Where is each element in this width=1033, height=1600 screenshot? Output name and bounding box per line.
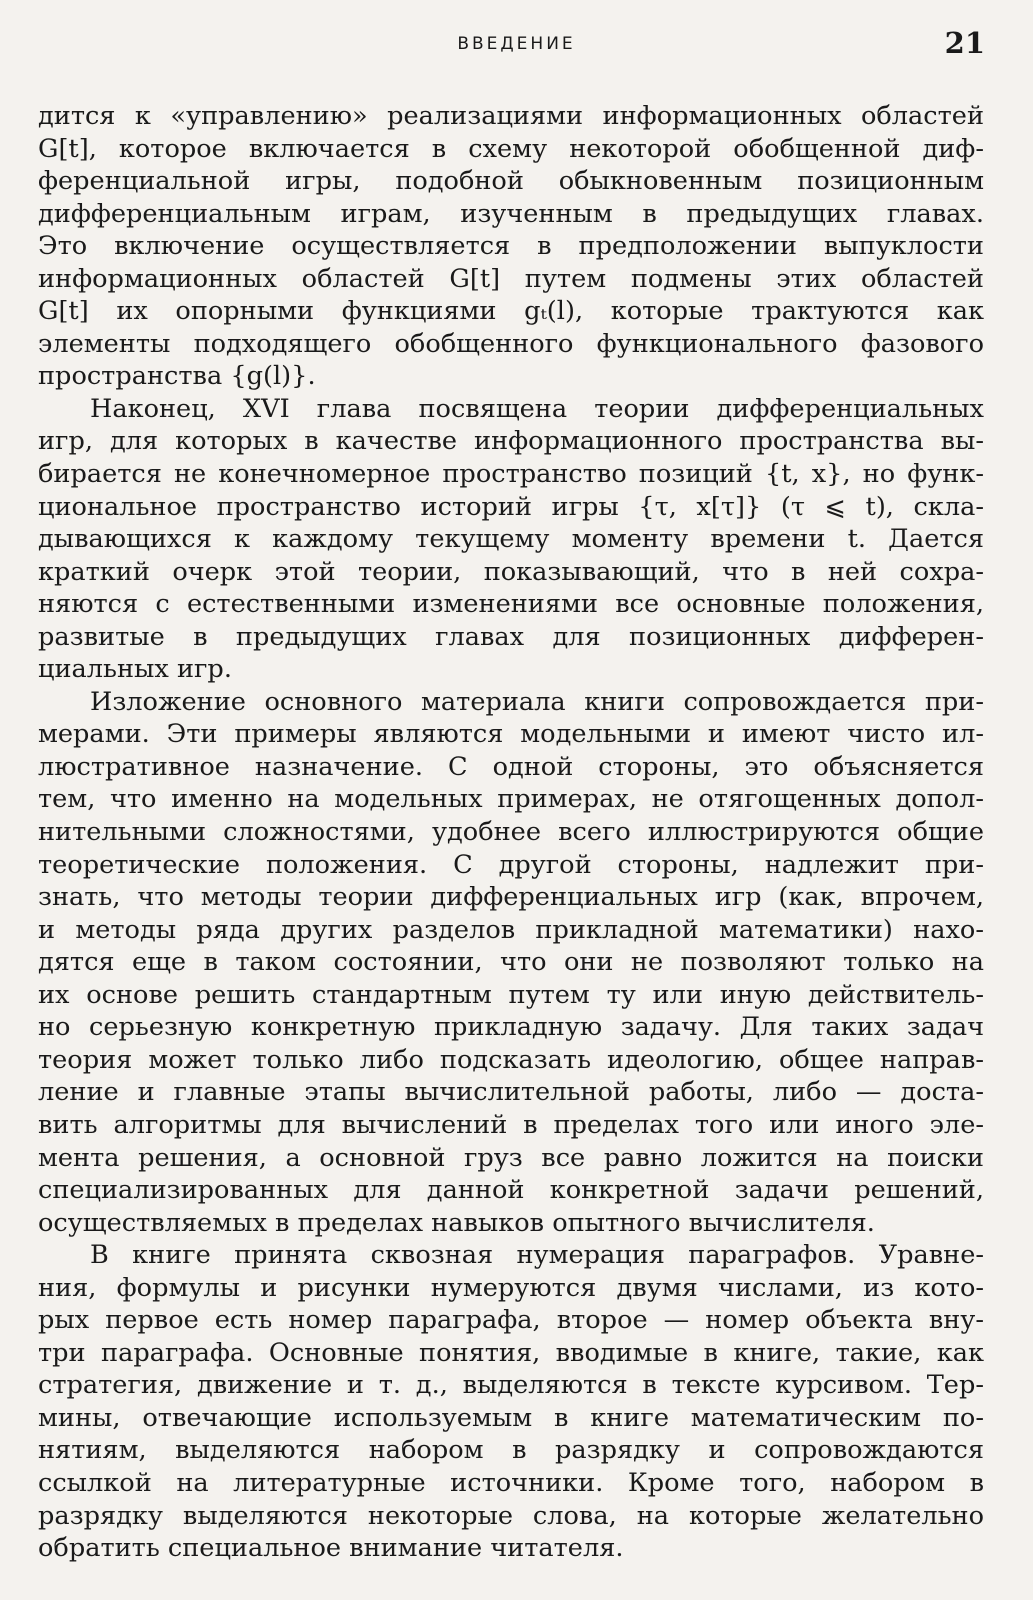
- text-line: рых первое есть номер параграфа, второе — номер объекта вну-: [38, 1305, 984, 1336]
- text-line: мерами. Эти примеры являются модельными и имеют чисто ил-: [38, 719, 984, 750]
- paragraph-numbering: [38, 1239, 984, 1564]
- text-line: развитые в предыдущих главах для позиционных дифферен-: [38, 621, 984, 652]
- text-line: знать, что методы теории дифференциальных игр (как, впрочем,: [38, 882, 984, 913]
- text-line: краткий очерк этой теории, показывающий, что в ней сохра-: [38, 556, 984, 587]
- text-line: мины, отвечающие используемым в книге математическим по-: [38, 1402, 984, 1433]
- paragraph-examples: [38, 686, 984, 1239]
- text-line: ссылкой на литературные источники. Кроме того, набором в: [38, 1467, 984, 1498]
- text-line: но серьезную конкретную прикладную задачу. Для таких задач: [38, 1012, 984, 1043]
- text-line: циальных игр.: [38, 654, 232, 685]
- text-line: нительными сложностями, удобнее всего иллюстрируются общие: [38, 817, 984, 848]
- text-line: стратегия, движение и т. д., выделяются в тексте курсивом. Тер-: [38, 1370, 984, 1401]
- text-line: Наконец, XVI глава посвящена теории дифференциальных: [90, 393, 984, 424]
- text-line: обратить специальное внимание читателя.: [38, 1533, 624, 1564]
- text-line: теория может только либо подсказать идеологию, общее направ-: [38, 1044, 984, 1075]
- running-head: ВВЕДЕНИЕ: [457, 34, 576, 54]
- text-line: специализированных для данной конкретной задачи решений,: [38, 1175, 984, 1206]
- text-line: Это включение осуществляется в предположении выпуклости: [38, 231, 984, 262]
- text-line: дятся еще в таком состоянии, что они не позволяют только на: [38, 947, 984, 978]
- text-line: информационных областей G[t] путем подмены этих областей: [38, 263, 984, 294]
- text-line: разрядку выделяются некоторые слова, на которые желательно: [38, 1500, 984, 1531]
- text-line: дится к «управлению» реализациями информационных областей: [38, 101, 984, 131]
- text-line: их основе решить стандартным путем ту или иную действитель-: [38, 979, 984, 1010]
- text-line: G[t] их опорными функциями gₜ(l), которые трактуются как: [38, 296, 984, 327]
- text-line: ление и главные этапы вычислительной работы, либо — доста-: [38, 1077, 984, 1108]
- text-line: люстративное назначение. С одной стороны, это объясняется: [38, 751, 984, 782]
- text-line: три параграфа. Основные понятия, вводимые в книге, такие, как: [38, 1337, 984, 1368]
- text-line: элементы подходящего обобщенного функционального фазового: [38, 328, 984, 359]
- text-line: осуществляемых в пределах навыков опытного вычислителя.: [38, 1207, 875, 1238]
- text-line: мента решения, а основной груз все равно ложится на поиски: [38, 1142, 984, 1173]
- text-line: няются с естественными изменениями все основные положения,: [38, 589, 984, 620]
- body-text: [38, 100, 984, 1565]
- paragraph-chapter-xvi: [38, 393, 984, 686]
- text-line: тем, что именно на модельных примерах, не отягощенных допол-: [38, 784, 984, 815]
- text-line: ния, формулы и рисунки нумеруются двумя числами, из кото-: [38, 1272, 984, 1303]
- text-line: вить алгоритмы для вычислений в пределах того или иного эле-: [38, 1109, 984, 1140]
- text-line: нятиям, выделяются набором в разрядку и сопровождаются: [38, 1435, 984, 1466]
- text-line: бирается не конечномерное пространство позиций {t, x}, но функ-: [38, 459, 984, 490]
- paragraph-continued: [38, 100, 984, 393]
- text-line: ференциальной игры, подобной обыкновенным позиционным: [38, 166, 984, 197]
- text-line: циональное пространство историй игры {τ, x[τ]} (τ ⩽ t), скла-: [38, 491, 984, 522]
- text-line: Изложение основного материала книги сопровождается при-: [90, 686, 984, 717]
- page-number: 21: [944, 26, 985, 60]
- text-line: игр, для которых в качестве информационного пространства вы-: [38, 426, 984, 457]
- text-line: дывающихся к каждому текущему моменту времени t. Дается: [38, 524, 984, 555]
- text-line: и методы ряда других разделов прикладной математики) нахо-: [38, 914, 984, 945]
- text-line: G[t], которое включается в схему некоторой обобщенной диф-: [38, 133, 984, 164]
- text-line: пространства {g(l)}.: [38, 361, 316, 392]
- text-line: В книге принята сквозная нумерация параграфов. Уравне-: [90, 1240, 984, 1271]
- text-line: дифференциальным играм, изученным в предыдущих главах.: [38, 198, 984, 229]
- text-line: теоретические положения. С другой стороны, надлежит при-: [38, 849, 984, 880]
